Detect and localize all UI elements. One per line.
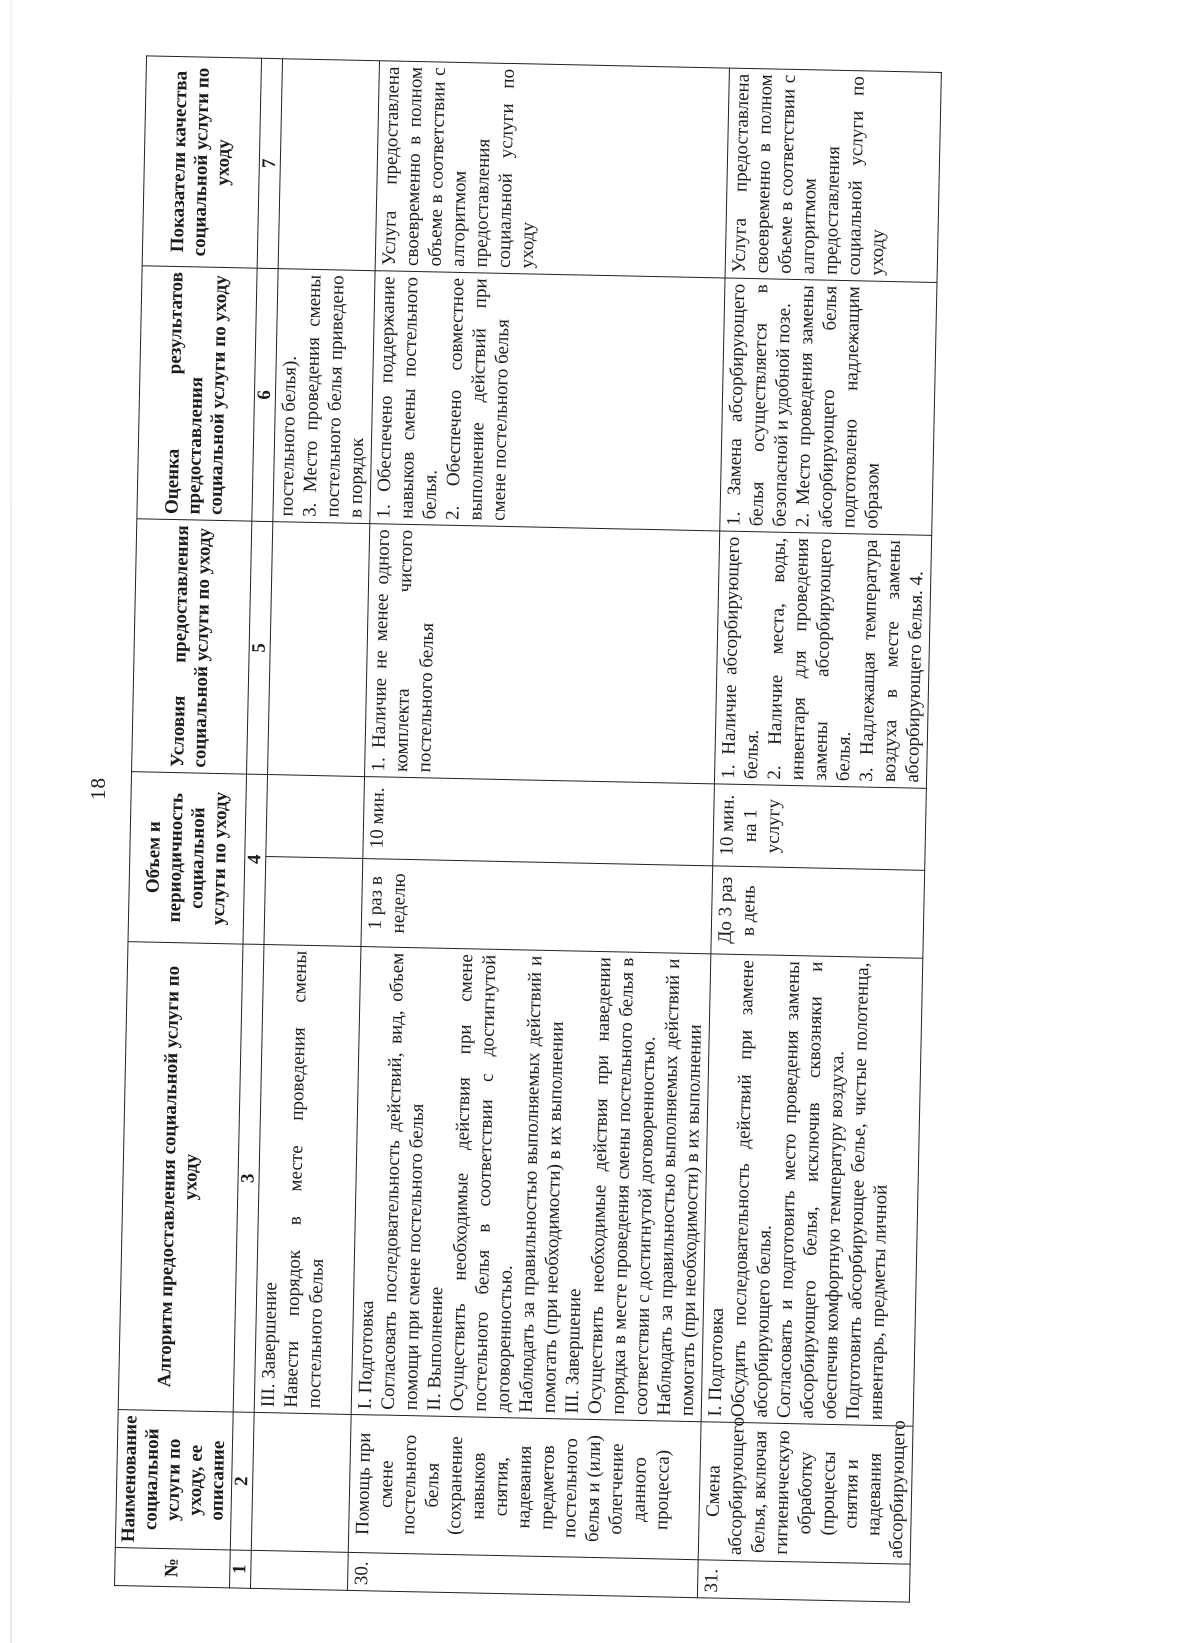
evaluation-cell (720, 278, 937, 535)
row-number: 30. (347, 1552, 698, 1597)
evaluation-item: 3. Место проведения смены постельного белья приведено в порядок (299, 274, 369, 519)
header-algorithm: Алгоритм предоставления социальной услуги по уходу (118, 942, 243, 1412)
algorithm-cell (701, 954, 923, 1426)
conditions-cell: 1. Наличие не менее одного комплекта чистого постельного белья (365, 524, 720, 784)
header-service-name: Наименование социальной услуги по уходу, ее описание (115, 1410, 233, 1550)
column-number: 4 (243, 774, 268, 944)
rotated-table-sheet (114, 56, 1126, 1606)
condition-item: 2. Наличие места, воды, инвентаря для проведения замены абсорбирующего белья. (764, 537, 856, 782)
duration: 10 мин. (363, 777, 715, 866)
column-number: 2 (230, 1412, 254, 1550)
evaluation-item: 2. Место проведения замены абсорбирующего белья подготовлено надлежащим образом (792, 285, 884, 529)
header-evaluation: Оценка результатов предоставления социальной услуги по уходу (137, 266, 257, 521)
algorithm-step: Наблюдать за правильностью выполняемых действий и помогать (при необходимости) в их выполнении (653, 958, 706, 1417)
header-conditions: Условия предоставления социальной услуги по уходу (132, 519, 252, 774)
column-number: 3 (233, 944, 264, 1412)
algorithm-step: III. Завершение (561, 1288, 586, 1414)
column-number: 5 (247, 521, 273, 774)
quality-cell: Услуга предоставлена своевременно в полном объеме в соответствии с алгоритмом предоставления социальной услуги по уходу (725, 68, 941, 282)
evaluation-item: 1. Замена абсорбирующего белья осуществляется в безопасной и удобной позе. (723, 283, 796, 527)
services-table (114, 55, 942, 1602)
algorithm-step: Согласовать последовательность действий, вид, объем помощи при смене постельного белья (377, 952, 429, 1411)
header-quality: Показатели качества социальной услуги по уходу (142, 56, 261, 268)
table-row-30 (347, 61, 729, 1598)
scan-edge (10, 0, 12, 1643)
algorithm-step: Подготовить абсорбирующее белье, чистые полотенца, инвентарь, предметы личной (842, 962, 892, 1421)
algorithm-step: I. Подготовка (354, 1300, 379, 1410)
algorithm-cell (254, 945, 361, 1415)
row-number: 31. (697, 1560, 910, 1602)
table-row-31 (697, 68, 941, 1602)
column-number: 1 (229, 1550, 251, 1588)
evaluation-item: 2. Обеспечено совместное выполнение действий при смене постельного белья (442, 277, 514, 522)
header-volume: Объем и периодичность социальной услуги по уходу (128, 772, 247, 944)
duration: 10 мин. на 1 услугу (713, 784, 927, 870)
service-name: Смена абсорбирующего белья, включая гигиеническую обработку (процессы снятия и надевания абсорбирующего (698, 1422, 913, 1564)
evaluation-item: 1. Обеспечено поддержание навыков смены постельного белья. (373, 276, 442, 520)
page-number: 18 (86, 777, 110, 800)
condition-item: 1. Наличие абсорбирующего белья. (718, 536, 764, 780)
algorithm-step: I. Подготовка (704, 1307, 728, 1417)
periodicity: 1 раз в неделю (361, 859, 713, 954)
algorithm-step: III. Завершение (257, 1281, 282, 1408)
quality-cell: Услуга предоставлена своевременно в полном объеме в соответствии с алгоритмом предоставления социальной услуги по уходу (375, 61, 729, 278)
evaluation-cell (370, 271, 725, 531)
algorithm-step: Согласовать и подготовить место проведения замены абсорбирующего белья, исключив сквозняки и обеспечив комфортную температуру воздуха. (773, 960, 849, 1420)
conditions-cell (714, 531, 931, 788)
algorithm-step: Осуществить необходимые действия при смене постельного белья в соответствии с достигнутой договоренностью. (446, 954, 517, 1413)
periodicity: До 3 раз в день (711, 866, 925, 958)
algorithm-step: Навести порядок в месте проведения смены постельного белья (280, 950, 328, 1409)
algorithm-step: Обсудить последовательность действий при замене абсорбирующего белья. (727, 959, 776, 1418)
algorithm-step: II. Выполнение (423, 1286, 448, 1411)
algorithm-cell (351, 947, 711, 1422)
algorithm-step: Наблюдать за правильностью выполняемых действий и помогать (при необходимости) в их выполнении (515, 955, 568, 1414)
column-number: 6 (252, 268, 278, 521)
algorithm-step: Осуществить необходимые действия при наведении порядка в месте проведения смены постельного белья в соответствии с достигнутой договоренностью. (584, 956, 660, 1416)
evaluation-item: постельного белья). (276, 355, 301, 517)
column-number: 7 (257, 58, 282, 268)
evaluation-cell (273, 269, 375, 524)
header-number: № (115, 1548, 231, 1588)
service-name: Помощь при смене постельного белья (сохранение навыков снятия, надевания предметов постельного белья и (или) облегчение данного процесса) (348, 1414, 701, 1559)
condition-item: 3. Надлежащая температура воздуха в месте замены абсорбирующего белья. 4. (856, 539, 928, 783)
